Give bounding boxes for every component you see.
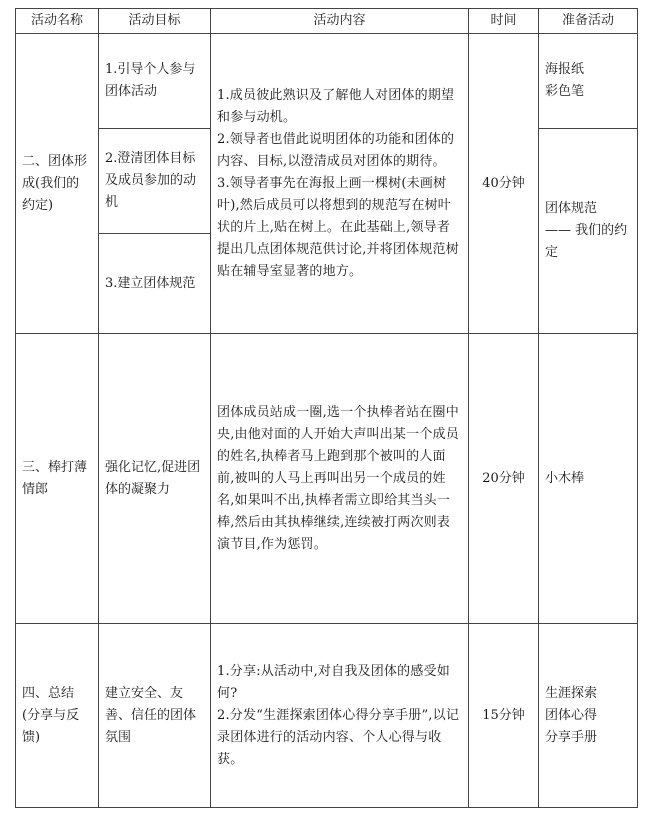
activity-goal-cell: 建立安全、友善、信任的团体氛围 <box>99 624 211 808</box>
header-preparation: 准备活动 <box>539 9 638 34</box>
activity-name-cell: 三、棒打薄情郎 <box>16 334 99 624</box>
activity-goal-cell: 1.引导个人参与团体活动 <box>99 34 211 129</box>
header-activity-goal: 活动目标 <box>99 9 211 34</box>
header-time: 时间 <box>469 9 539 34</box>
activity-goal-cell: 2.澄清团体目标及成员参加的动机 <box>99 129 211 234</box>
header-row <box>16 9 638 34</box>
activity-goal-cell: 强化记忆,促进团体的凝聚力 <box>99 334 211 624</box>
activity-content-cell: 团体成员站成一圈,选一个执棒者站在圈中央,由他对面的人开始大声叫出某一个成员的姓名,执棒者马上跑到那个被叫的人面前,被叫的人马上再叫出另一个成员的姓名,如果叫不出,执棒者需立即给其当头一棒,然后由其执棒继续,连续被打两次则表演节目,作为惩罚。 <box>211 334 469 624</box>
header-activity-name: 活动名称 <box>16 9 99 34</box>
activity-content-cell: 1.分享:从活动中,对自我及团体的感受如何? 2.分发“生涯探索团体心得分享手册”,以记录团体进行的活动内容、个人心得与收获。 <box>211 624 469 808</box>
table-row <box>16 624 638 808</box>
header-activity-content: 活动内容 <box>211 9 469 34</box>
preparation-cell: 生涯探索 团体心得 分享手册 <box>539 624 638 808</box>
time-cell: 40分钟 <box>469 34 539 334</box>
activity-goal-cell: 3.建立团体规范 <box>99 234 211 334</box>
time-cell: 15分钟 <box>469 624 539 808</box>
activity-name-cell: 四、总结(分享与反馈) <box>16 624 99 808</box>
preparation-cell: 海报纸 彩色笔 <box>539 34 638 129</box>
table-row <box>16 34 638 129</box>
time-cell: 20分钟 <box>469 334 539 624</box>
table-row <box>16 334 638 624</box>
activity-name-cell: 二、团体形成(我们的约定) <box>16 34 99 334</box>
activity-plan-table <box>15 8 638 808</box>
preparation-cell: 小木棒 <box>539 334 638 624</box>
preparation-cell: 团体规范 —— 我们的约定 <box>539 129 638 334</box>
activity-content-cell: 1.成员彼此熟识及了解他人对团体的期望和参与动机。 2.领导者也借此说明团体的功能和团体的内容、目标,以澄清成员对团体的期待。 3.领导者事先在海报上画一棵树(未画树叶),然后成员可以将想到的规范写在树叶状的片上,贴在树上。在此基础上,领导者提出几点团体规范供讨论,并将团体规范树贴在辅导室显著的地方。 <box>211 34 469 334</box>
